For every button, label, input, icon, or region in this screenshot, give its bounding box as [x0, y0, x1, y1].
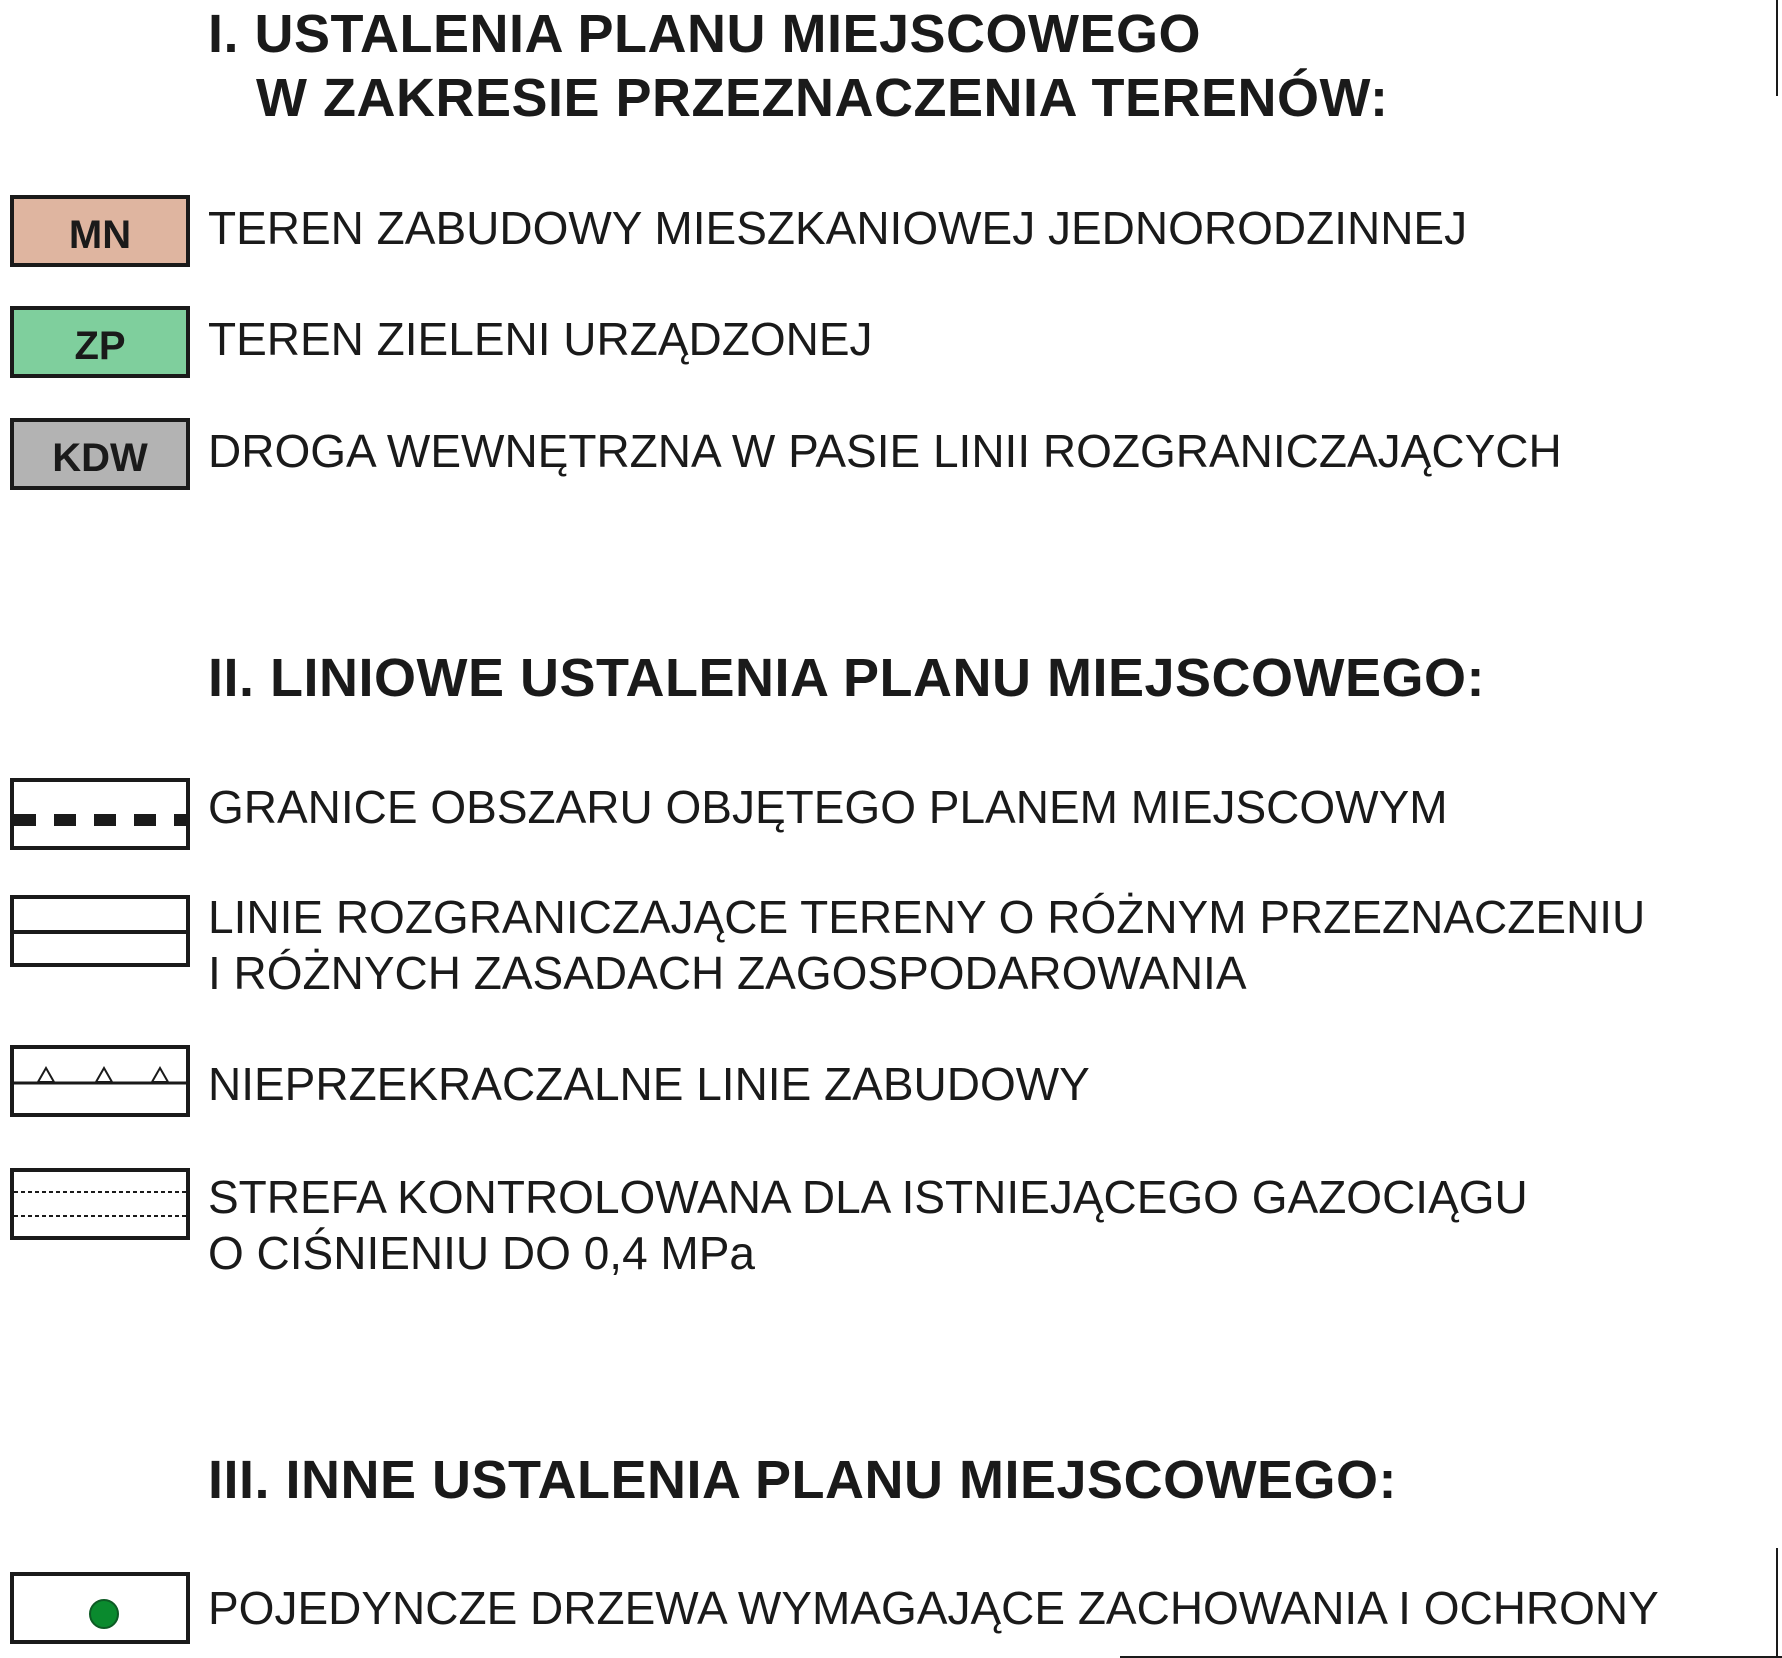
legend-label-dashed-boundary [208, 779, 1448, 835]
section-1-heading-line2: W ZAKRESIE PRZEZNACZENIA TERENÓW: [256, 68, 1389, 128]
section-1-heading-line1: I. USTALENIA PLANU MIEJSCOWEGO [208, 4, 1202, 64]
legend-label-zp [208, 311, 873, 367]
legend-label-dotted-double-line-text1: STREFA KONTROLOWANA DLA ISTNIEJĄCEGO GAZOCIĄGU [208, 1171, 1528, 1223]
section-2-heading-text: II. LINIOWE USTALENIA PLANU MIEJSCOWEGO: [208, 648, 1486, 708]
legend-symbol-tree-dot [10, 1572, 190, 1644]
legend-code-zp: ZP [74, 324, 126, 368]
legend-code-kdw: KDW [52, 436, 148, 480]
legend-label-triangle-line-text: NIEPRZEKRACZALNE LINIE ZABUDOWY [208, 1058, 1090, 1110]
legend-symbol-dashed-boundary [10, 778, 190, 850]
section-3-heading-text: III. INNE USTALENIA PLANU MIEJSCOWEGO: [208, 1450, 1398, 1510]
legend-label-dotted-double-line [208, 1169, 1528, 1281]
triangle-line-icon [14, 1049, 186, 1113]
legend-code-mn: MN [68, 213, 132, 257]
legend-label-tree-dot [208, 1580, 1659, 1636]
section-3-heading [208, 1448, 1397, 1512]
legend-label-dotted-double-line-text2: O CIŚNIENIU DO 0,4 MPa [208, 1227, 756, 1279]
legend-label-mn-text: TEREN ZABUDOWY MIESZKANIOWEJ JEDNORODZINNEJ [208, 202, 1468, 254]
legend-symbol-zp [10, 306, 190, 378]
legend-label-solid-line [208, 889, 1645, 1001]
solid-line-icon [14, 899, 186, 963]
tree-dot-icon [14, 1576, 186, 1640]
legend-symbol-mn [10, 195, 190, 267]
legend-label-zp-text: TEREN ZIELENI URZĄDZONEJ [208, 313, 873, 365]
legend-symbol-kdw [10, 418, 190, 490]
legend-label-triangle-line [208, 1056, 1090, 1112]
dotted-double-line-icon [14, 1172, 186, 1236]
legend-label-kdw-text: DROGA WEWNĘTRZNA W PASIE LINII ROZGRANICZAJĄCYCH [208, 425, 1562, 477]
frame-edge-right-bottom [1776, 1548, 1778, 1658]
dashed-boundary-icon [14, 782, 186, 846]
legend-label-solid-line-text2: I RÓŻNYCH ZASADACH ZAGOSPODAROWANIA [208, 947, 1247, 999]
frame-edge-right-top [1776, 0, 1778, 96]
section-1-heading [208, 2, 1389, 130]
legend-label-solid-line-text1: LINIE ROZGRANICZAJĄCE TERENY O RÓŻNYM PRZEZNACZENIU [208, 891, 1646, 943]
legend-symbol-dotted-double-line [10, 1168, 190, 1240]
legend-label-mn [208, 200, 1467, 256]
legend-label-tree-dot-text: POJEDYNCZE DRZEWA WYMAGAJĄCE ZACHOWANIA I OCHRONY [208, 1582, 1659, 1634]
legend-symbol-solid-line [10, 895, 190, 967]
legend-label-kdw [208, 423, 1562, 479]
section-2-heading [208, 646, 1485, 710]
legend-symbol-triangle-line [10, 1045, 190, 1117]
legend-label-dashed-boundary-text: GRANICE OBSZARU OBJĘTEGO PLANEM MIEJSCOWYM [208, 781, 1448, 833]
